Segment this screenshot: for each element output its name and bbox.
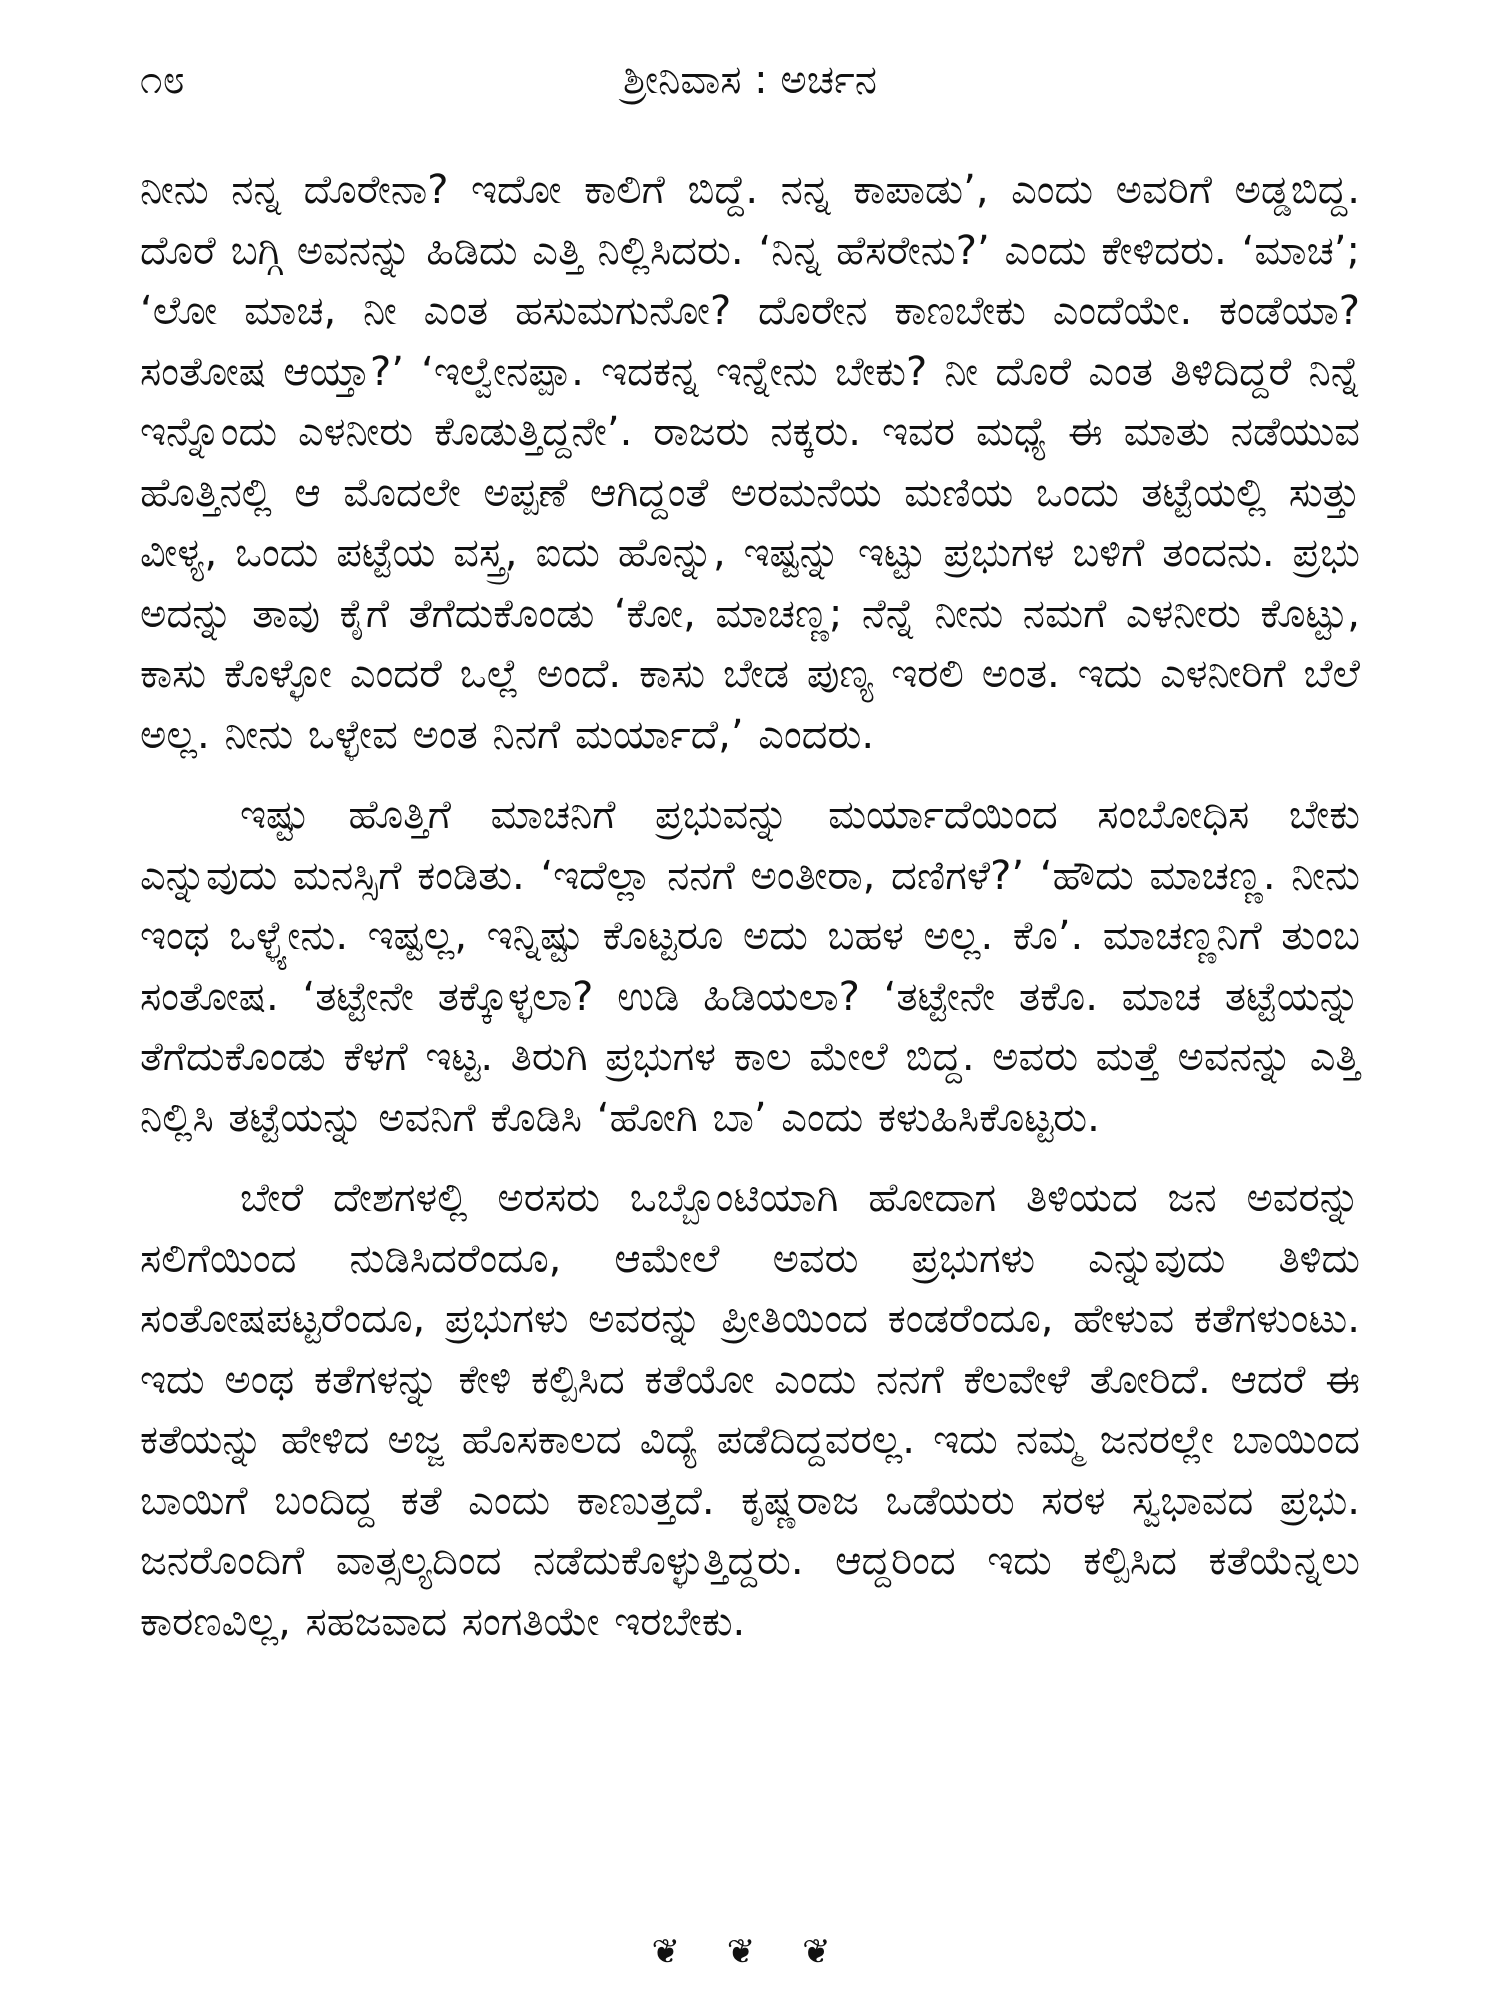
paragraph-3: ಬೇರೆ ದೇಶಗಳಲ್ಲಿ ಅರಸರು ಒಬ್ಬೊಂಟಿಯಾಗಿ ಹೋದಾಗ ತಿಳಿಯದ ಜನ ಅವರನ್ನು ಸಲಿಗೆಯಿಂದ ನುಡಿಸಿದರೆಂದೂ, ಆಮೇಲೆ ಅವರು ಪ್ರಭುಗಳು ಎನ್ನುವುದು ತಿಳಿದು ಸಂತೋಷಪಟ್ಟರೆಂದೂ, ಪ್ರಭುಗಳು ಅವರನ್ನು ಪ್ರೀತಿಯಿಂದ ಕಂಡರೆಂದೂ, ಹೇಳುವ ಕತೆಗಳುಂಟು. ಇದು ಅಂಥ ಕತೆಗಳನ್ನು ಕೇಳಿ ಕಲ್ಪಿಸಿದ ಕತೆಯೋ ಎಂದು ನನಗೆ ಕೆಲವೇಳೆ ತೋರಿದೆ. ಆದರೆ ಈ ಕತೆಯನ್ನು ಹೇಳಿದ ಅಜ್ಜ ಹೊಸಕಾಲದ ವಿದ್ಯೆ ಪಡೆದಿದ್ದವರಲ್ಲ. ಇದು ನಮ್ಮ ಜನರಲ್ಲೇ ಬಾಯಿಂದ ಬಾಯಿಗೆ ಬಂದಿದ್ದ ಕತೆ ಎಂದು ಕಾಣುತ್ತದೆ. ಕೃಷ್ಣರಾಜ ಒಡೆಯರು ಸರಳ ಸ್ವಭಾವದ ಪ್ರಭು. ಜನರೊಂದಿಗೆ ವಾತ್ಸಲ್ಯದಿಂದ ನಡೆದುಕೊಳ್ಳುತ್ತಿದ್ದರು. ಆದ್ದರಿಂದ ಇದು ಕಲ್ಪಿಸಿದ ಕತೆಯೆನ್ನಲು ಕಾರಣವಿಲ್ಲ, ಸಹಜವಾದ ಸಂಗತಿಯೇ ಇರಬೇಕು. xyxy=(140,1175,1360,1645)
running-title: ಶ್ರೀನಿವಾಸ : ಅರ್ಚನ xyxy=(622,57,878,103)
fleuron-icon: ❦ xyxy=(802,1932,849,1972)
body-text xyxy=(140,160,1360,1672)
fleuron-icon: ❦ xyxy=(726,1932,774,1972)
page-number: ೧೮ xyxy=(140,57,185,103)
fleuron-icon: ❦ xyxy=(651,1932,698,1972)
page-header xyxy=(140,50,1360,110)
paragraph-1: ನೀನು ನನ್ನ ದೊರೇನಾ? ಇದೋ ಕಾಲಿಗೆ ಬಿದ್ದೆ. ನನ್ನ ಕಾಪಾಡು’, ಎಂದು ಅವರಿಗೆ ಅಡ್ಡಬಿದ್ದ. ದೊರೆ ಬಗ್ಗಿ ಅವನನ್ನು ಹಿಡಿದು ಎತ್ತಿ ನಿಲ್ಲಿಸಿದರು. ‘ನಿನ್ನ ಹೆಸರೇನು?’ ಎಂದು ಕೇಳಿದರು. ‘ಮಾಚ’; ‘ಲೋ ಮಾಚ, ನೀ ಎಂತ ಹಸುಮಗುನೋ? ದೊರೇನ ಕಾಣಬೇಕು ಎಂದೆಯೇ. ಕಂಡೆಯಾ? ಸಂತೋಷ ಆಯ್ತಾ?’ ‘ಇಲ್ವೇನಪ್ಪಾ. ಇದಕನ್ನ ಇನ್ನೇನು ಬೇಕು? ನೀ ದೊರೆ ಎಂತ ತಿಳಿದಿದ್ದರೆ ನಿನ್ನೆ ಇನ್ನೊಂದು ಎಳನೀರು ಕೊಡುತ್ತಿದ್ದನೇ’. ರಾಜರು ನಕ್ಕರು. ಇವರ ಮಧ್ಯೆ ಈ ಮಾತು ನಡೆಯುವ ಹೊತ್ತಿನಲ್ಲಿ ಆ ಮೊದಲೇ ಅಪ್ಪಣೆ ಆಗಿದ್ದಂತೆ ಅರಮನೆಯ ಮಣಿಯ ಒಂದು ತಟ್ಟೆಯಲ್ಲಿ ಸುತ್ತು ವೀಳ್ಯ, ಒಂದು ಪಟ್ಟೆಯ ವಸ್ತ್ರ, ಐದು ಹೊನ್ನು, ಇಷ್ಟನ್ನು ಇಟ್ಟು ಪ್ರಭುಗಳ ಬಳಿಗೆ ತಂದನು. ಪ್ರಭು ಅದನ್ನು ತಾವು ಕೈಗೆ ತೆಗೆದುಕೊಂಡು ‘ಕೋ, ಮಾಚಣ್ಣ; ನೆನ್ನೆ ನೀನು ನಮಗೆ ಎಳನೀರು ಕೊಟ್ಟು, ಕಾಸು ಕೊಳ್ಳೋ ಎಂದರೆ ಒಲ್ಲೆ ಅಂದೆ. ಕಾಸು ಬೇಡ ಪುಣ್ಯ ಇರಲಿ ಅಂತ. ಇದು ಎಳನೀರಿಗೆ ಬೆಲೆ ಅಲ್ಲ. ನೀನು ಒಳ್ಳೇವ ಅಂತ ನಿನಗೆ ಮರ್ಯಾದೆ,’ ಎಂದರು. xyxy=(140,167,1360,758)
paragraph-2: ಇಷ್ಟು ಹೊತ್ತಿಗೆ ಮಾಚನಿಗೆ ಪ್ರಭುವನ್ನು ಮರ್ಯಾದೆಯಿಂದ ಸಂಬೋಧಿಸ ಬೇಕು ಎನ್ನುವುದು ಮನಸ್ಸಿಗೆ ಕಂಡಿತು. ‘ಇದೆಲ್ಲಾ ನನಗೆ ಅಂತೀರಾ, ದಣಿಗಳೆ?’ ‘ಹೌದು ಮಾಚಣ್ಣ. ನೀನು ಇಂಥ ಒಳ್ಳ್ಯೇನು. ಇಷ್ಟಲ್ಲ, ಇನ್ನಿಷ್ಟು ಕೊಟ್ಟರೂ ಅದು ಬಹಳ ಅಲ್ಲ. ಕೊ’. ಮಾಚಣ್ಣನಿಗೆ ತುಂಬ ಸಂತೋಷ. ‘ತಟ್ಟೇನೇ ತಕ್ಕೊಳ್ಳಲಾ? ಉಡಿ ಹಿಡಿಯಲಾ? ‘ತಟ್ಟೇನೇ ತಕೊ. ಮಾಚ ತಟ್ಟೆಯನ್ನು ತೆಗೆದುಕೊಂಡು ಕೆಳಗೆ ಇಟ್ಟ. ತಿರುಗಿ ಪ್ರಭುಗಳ ಕಾಲ ಮೇಲೆ ಬಿದ್ದ. ಅವರು ಮತ್ತೆ ಅವನನ್ನು ಎತ್ತಿ ನಿಲ್ಲಿಸಿ ತಟ್ಟೆಯನ್ನು ಅವನಿಗೆ ಕೊಡಿಸಿ ‘ಹೋಗಿ ಬಾ’ ಎಂದು ಕಳುಹಿಸಿಕೊಟ್ಟರು. xyxy=(140,792,1360,1141)
section-end-ornament xyxy=(0,1930,1500,1974)
